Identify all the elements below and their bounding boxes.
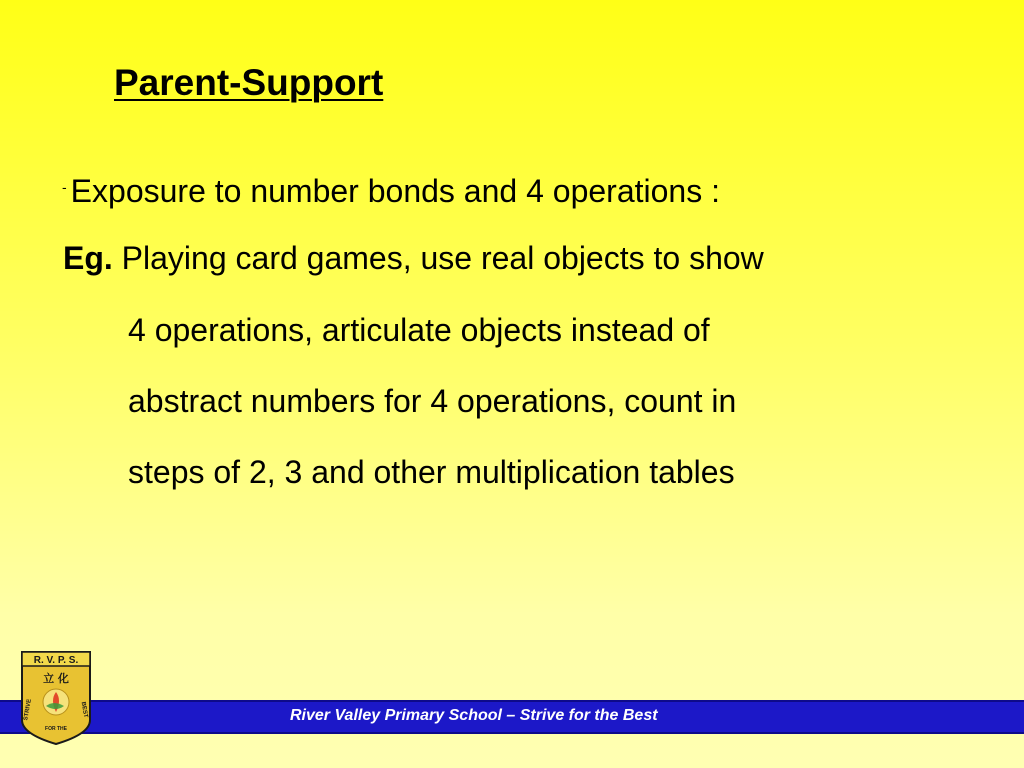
crest-motto-small: FOR THE <box>45 726 67 732</box>
example-line <box>63 238 764 278</box>
crest-chinese-chars: 立 化 <box>43 672 69 685</box>
slide-title: Parent-Support <box>114 62 384 103</box>
crest-motto-right: BEST <box>79 701 89 719</box>
bullet-line-exposure <box>62 167 720 211</box>
example-continuation-1: 4 operations, articulate objects instead of <box>128 312 710 348</box>
school-crest-logo <box>20 650 92 746</box>
crest-motto-left: STRIVE <box>23 698 33 722</box>
footer-text: River Valley Primary School – Strive for the Best <box>290 707 658 724</box>
example-text: Playing card games, use real objects to show <box>112 240 764 276</box>
crest-initials: R. V. P. S. <box>33 655 79 666</box>
example-continuation-2: abstract numbers for 4 operations, count in <box>128 383 737 419</box>
example-continuation-3: steps of 2, 3 and other multiplication tables <box>128 454 735 490</box>
eg-label: Eg. <box>63 240 113 276</box>
bullet-dash: - <box>62 179 67 195</box>
exposure-text: Exposure to number bonds and 4 operations : <box>70 173 720 209</box>
